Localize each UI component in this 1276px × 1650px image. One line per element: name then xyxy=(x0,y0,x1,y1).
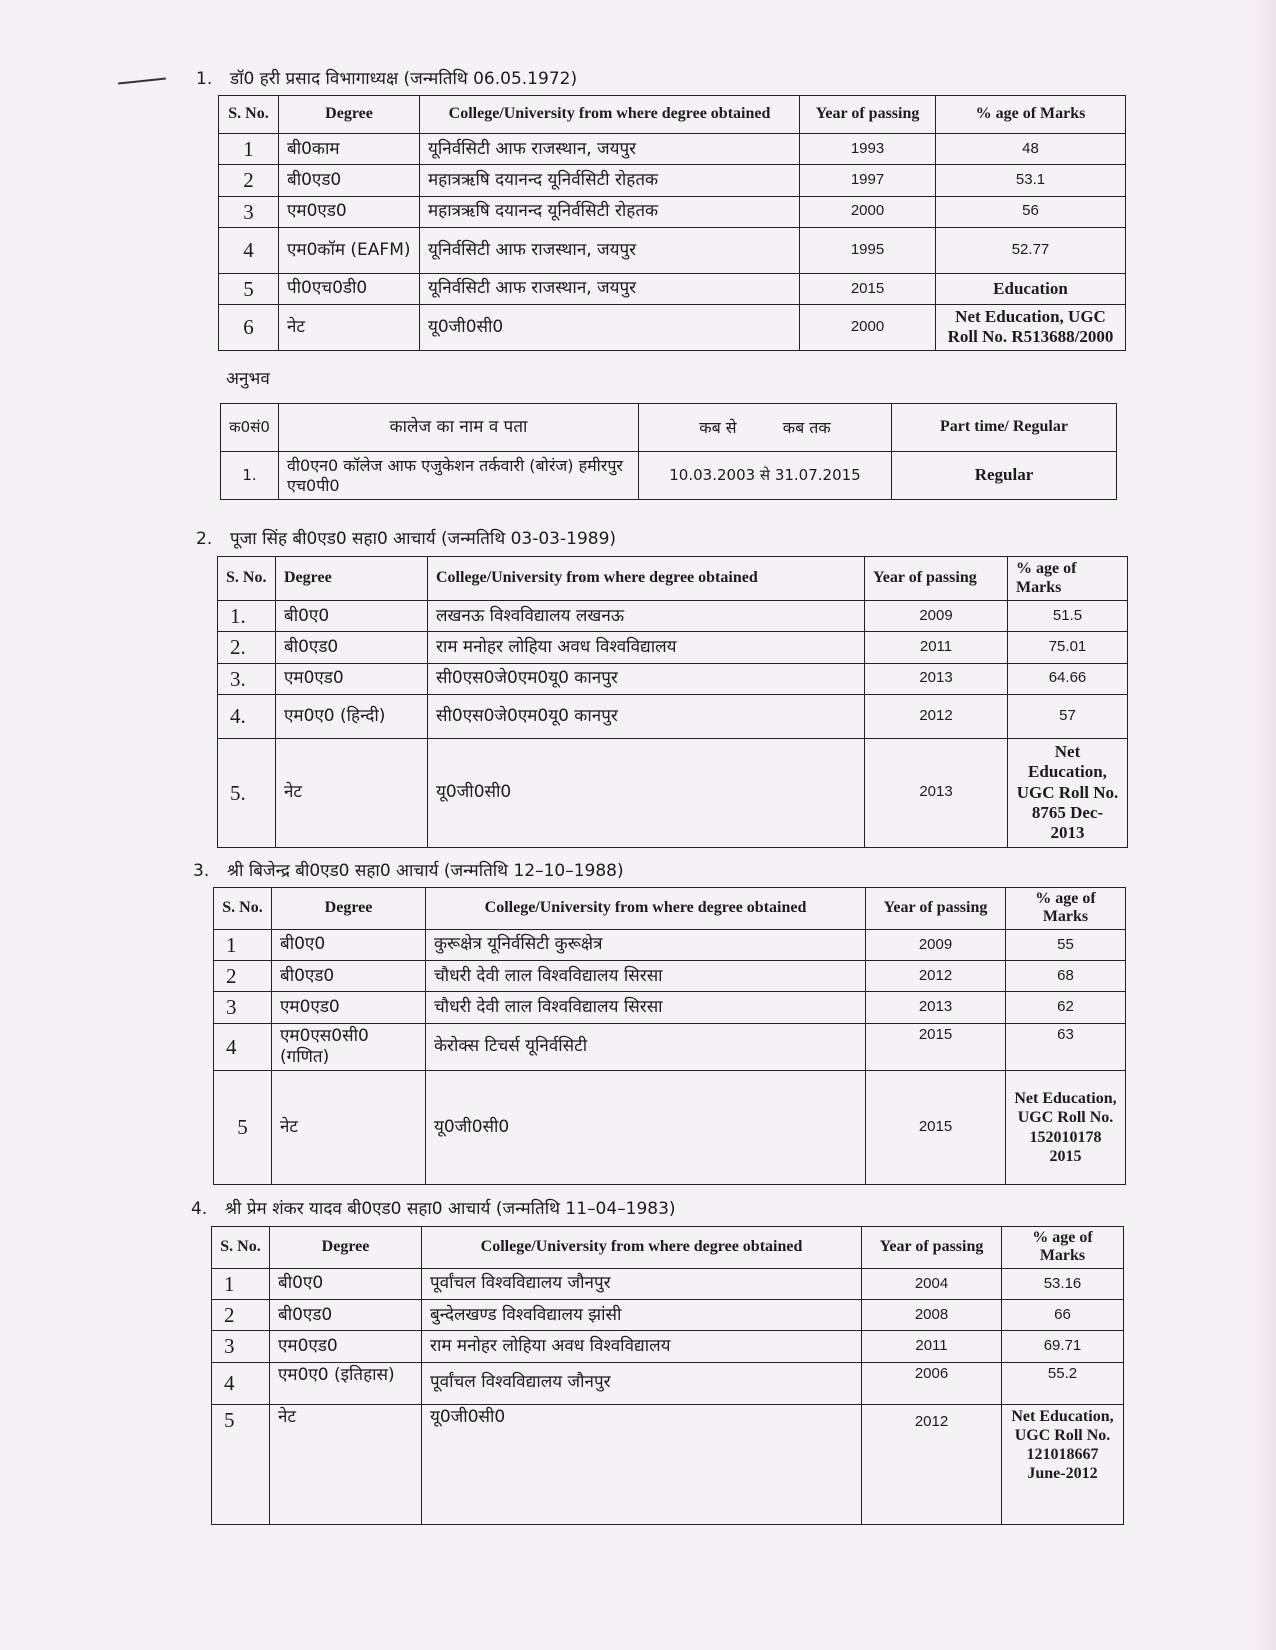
cell-sno: 5 xyxy=(214,1071,272,1185)
table-row xyxy=(212,1362,1124,1404)
table-row xyxy=(219,273,1126,304)
header-college: College/University from where degree obtained xyxy=(422,1227,862,1269)
cell-college: यू0जी0सी0 xyxy=(420,305,800,351)
cell-degree: बी0एड0 xyxy=(276,632,428,663)
cell-college: सी0एस0जे0एम0यू0 कानपुर xyxy=(428,694,865,738)
cell-marks: Net Education, UGC Roll No. R513688/2000 xyxy=(936,305,1126,351)
cell-marks: 64.66 xyxy=(1008,663,1128,694)
cell-sno: 2 xyxy=(219,165,279,196)
experience-header-row xyxy=(221,404,1117,452)
cell-year: 2011 xyxy=(862,1331,1002,1362)
cell-sno: 2 xyxy=(214,961,272,992)
header-sno: S. No. xyxy=(214,888,272,930)
table-row xyxy=(212,1300,1124,1331)
table-row xyxy=(214,929,1126,960)
cell-degree: बी0एड0 xyxy=(272,961,426,992)
exp-cell-sno: 1. xyxy=(221,452,279,500)
section-1-heading: 1. डॉ0 हरी प्रसाद विभागाध्यक्ष (जन्मतिथि 06.05.1972) xyxy=(196,69,578,89)
cell-sno: 1 xyxy=(212,1268,270,1299)
cell-sno: 3 xyxy=(219,196,279,227)
exp-header-type: Part time/ Regular xyxy=(892,404,1117,452)
exp-header-college: कालेज का नाम व पता xyxy=(279,404,639,452)
table-row xyxy=(218,738,1128,847)
cell-college: पूर्वांचल विश्वविद्यालय जौनपुर xyxy=(422,1268,862,1299)
cell-year: 1995 xyxy=(800,227,936,273)
experience-title: अनुभव xyxy=(226,369,270,389)
table-row xyxy=(212,1404,1124,1524)
cell-year: 2015 xyxy=(866,1071,1006,1185)
cell-sno: 4 xyxy=(214,1023,272,1071)
cell-year: 2000 xyxy=(800,196,936,227)
cell-marks: 56 xyxy=(936,196,1126,227)
header-year: Year of passing xyxy=(862,1227,1002,1269)
cell-year: 2000 xyxy=(800,305,936,351)
cell-degree: बी0काम xyxy=(279,134,420,165)
cell-year: 2004 xyxy=(862,1268,1002,1299)
section-1-title: डॉ0 हरी प्रसाद विभागाध्यक्ष (जन्मतिथि 06.05.1972) xyxy=(230,69,578,89)
header-college: College/University from where degree obtained xyxy=(428,557,865,601)
section-4-heading: 4. श्री प्रेम शंकर यादव बी0एड0 सहा0 आचार्य (जन्मतिथि 11–04–1983) xyxy=(191,1199,676,1219)
pen-mark xyxy=(118,77,166,84)
table-row xyxy=(219,165,1126,196)
cell-marks: 48 xyxy=(936,134,1126,165)
cell-year: 2012 xyxy=(865,694,1008,738)
cell-college: महात्रऋषि दयानन्द यूनिर्वसिटी रोहतक xyxy=(420,196,800,227)
cell-sno: 4. xyxy=(218,694,276,738)
scan-edge-shadow xyxy=(1254,0,1276,1650)
cell-degree: एम0कॉम (EAFM) xyxy=(279,227,420,273)
table-row xyxy=(214,992,1126,1023)
table-header-row xyxy=(214,888,1126,930)
cell-year: 2015 xyxy=(800,273,936,304)
cell-year: 2006 xyxy=(862,1362,1002,1404)
cell-degree: एम0ए0 (हिन्दी) xyxy=(276,694,428,738)
cell-degree: बी0एड0 xyxy=(279,165,420,196)
table-row xyxy=(219,227,1126,273)
table-row xyxy=(212,1331,1124,1362)
cell-year: 1993 xyxy=(800,134,936,165)
cell-year: 2009 xyxy=(865,601,1008,632)
exp-header-sno: क0सं0 xyxy=(221,404,279,452)
cell-sno: 5. xyxy=(218,738,276,847)
cell-college: महात्रऋषि दयानन्द यूनिर्वसिटी रोहतक xyxy=(420,165,800,196)
cell-marks: 53.1 xyxy=(936,165,1126,196)
table-header-row xyxy=(219,96,1126,134)
cell-sno: 6 xyxy=(219,305,279,351)
header-marks: % age of Marks xyxy=(1008,557,1128,601)
cell-degree: एम0ए0 (इतिहास) xyxy=(270,1362,422,1404)
cell-degree: बी0ए0 xyxy=(276,601,428,632)
cell-year: 2015 xyxy=(866,1023,1006,1071)
table-row xyxy=(218,601,1128,632)
cell-sno: 5 xyxy=(219,273,279,304)
cell-marks: Education xyxy=(936,273,1126,304)
cell-degree: पी0एच0डी0 xyxy=(279,273,420,304)
cell-sno: 3. xyxy=(218,663,276,694)
exp-cell-type: Regular xyxy=(892,452,1117,500)
header-sno: S. No. xyxy=(218,557,276,601)
header-college: College/University from where degree obtained xyxy=(426,888,866,930)
cell-marks: 62 xyxy=(1006,992,1126,1023)
header-degree: Degree xyxy=(270,1227,422,1269)
cell-year: 2012 xyxy=(862,1404,1002,1524)
cell-college: चौधरी देवी लाल विश्वविद्यालय सिरसा xyxy=(426,992,866,1023)
cell-sno: 1 xyxy=(219,134,279,165)
cell-year: 2009 xyxy=(866,929,1006,960)
cell-sno: 5 xyxy=(212,1404,270,1524)
cell-college: राम मनोहर लोहिया अवध विश्वविद्यालय xyxy=(422,1331,862,1362)
header-year: Year of passing xyxy=(800,96,936,134)
section-3-table xyxy=(213,887,1126,1185)
table-header-row xyxy=(218,557,1128,601)
cell-year: 2013 xyxy=(866,992,1006,1023)
cell-sno: 3 xyxy=(212,1331,270,1362)
experience-row xyxy=(221,452,1117,500)
section-1-table xyxy=(218,95,1126,351)
table-row xyxy=(218,663,1128,694)
table-row xyxy=(219,305,1126,351)
cell-sno: 1. xyxy=(218,601,276,632)
cell-year: 2008 xyxy=(862,1300,1002,1331)
header-year: Year of passing xyxy=(865,557,1008,601)
header-sno: S. No. xyxy=(212,1227,270,1269)
cell-marks: Net Education, UGC Roll No. 152010178 2015 xyxy=(1006,1071,1126,1185)
cell-marks: 75.01 xyxy=(1008,632,1128,663)
section-2-table xyxy=(217,556,1128,848)
cell-marks: 66 xyxy=(1002,1300,1124,1331)
cell-year: 2013 xyxy=(865,663,1008,694)
table-row xyxy=(218,694,1128,738)
cell-college: सी0एस0जे0एम0यू0 कानपुर xyxy=(428,663,865,694)
cell-degree: नेट xyxy=(276,738,428,847)
cell-sno: 1 xyxy=(214,929,272,960)
cell-year: 1997 xyxy=(800,165,936,196)
cell-college: यूनिर्वसिटी आफ राजस्थान, जयपुर xyxy=(420,227,800,273)
header-degree: Degree xyxy=(272,888,426,930)
table-row xyxy=(214,961,1126,992)
exp-cell-college: वी0एन0 कॉलेज आफ एजुकेशन तर्कवारी (बोरंज) हमीरपुर एच0पी0 xyxy=(279,452,639,500)
table-row xyxy=(218,632,1128,663)
cell-degree: एम0एस0सी0 (गणित) xyxy=(272,1023,426,1071)
header-sno: S. No. xyxy=(219,96,279,134)
header-marks: % age of Marks xyxy=(1002,1227,1124,1269)
cell-degree: एम0एड0 xyxy=(270,1331,422,1362)
cell-marks: 69.71 xyxy=(1002,1331,1124,1362)
section-2-heading: 2. पूजा सिंह बी0एड0 सहा0 आचार्य (जन्मतिथि 03-03-1989) xyxy=(196,529,617,549)
header-marks: % age of Marks xyxy=(936,96,1126,134)
cell-college: यू0जी0सी0 xyxy=(422,1404,862,1524)
section-4-title: श्री प्रेम शंकर यादव बी0एड0 सहा0 आचार्य (जन्मतिथि 11–04–1983) xyxy=(225,1199,676,1219)
cell-degree: नेट xyxy=(270,1404,422,1524)
table-row xyxy=(219,196,1126,227)
cell-marks: 68 xyxy=(1006,961,1126,992)
cell-sno: 2. xyxy=(218,632,276,663)
cell-sno: 2 xyxy=(212,1300,270,1331)
cell-college: यू0जी0सी0 xyxy=(426,1071,866,1185)
table-row xyxy=(219,134,1126,165)
cell-marks: 57 xyxy=(1008,694,1128,738)
cell-marks: 63 xyxy=(1006,1023,1126,1071)
cell-degree: बी0ए0 xyxy=(270,1268,422,1299)
header-degree: Degree xyxy=(276,557,428,601)
exp-header-period xyxy=(639,404,892,452)
cell-degree: बी0ए0 xyxy=(272,929,426,960)
cell-college: लखनऊ विश्वविद्यालय लखनऊ xyxy=(428,601,865,632)
cell-sno: 3 xyxy=(214,992,272,1023)
cell-sno: 4 xyxy=(219,227,279,273)
cell-marks: Net Education, UGC Roll No. 8765 Dec-2013 xyxy=(1008,738,1128,847)
cell-year: 2012 xyxy=(866,961,1006,992)
header-college: College/University from where degree obtained xyxy=(420,96,800,134)
cell-college: पूर्वांचल विश्वविद्यालय जौनपुर xyxy=(422,1362,862,1404)
cell-degree: नेट xyxy=(279,305,420,351)
exp-header-from: कब से xyxy=(699,417,737,437)
cell-year: 2013 xyxy=(865,738,1008,847)
cell-marks: 53.16 xyxy=(1002,1268,1124,1299)
table-row xyxy=(212,1268,1124,1299)
experience-table xyxy=(220,403,1117,500)
cell-college: राम मनोहर लोहिया अवध विश्वविद्यालय xyxy=(428,632,865,663)
section-4-table xyxy=(211,1226,1124,1525)
cell-marks: 55.2 xyxy=(1002,1362,1124,1404)
cell-degree: एम0एड0 xyxy=(272,992,426,1023)
cell-degree: एम0एड0 xyxy=(276,663,428,694)
cell-degree: बी0एड0 xyxy=(270,1300,422,1331)
section-3-title: श्री बिजेन्द्र बी0एड0 सहा0 आचार्य (जन्मतिथि 12–10–1988) xyxy=(227,861,624,881)
cell-college: यूनिर्वसिटी आफ राजस्थान, जयपुर xyxy=(420,273,800,304)
cell-college: कुरूक्षेत्र यूनिर्वसिटी कुरूक्षेत्र xyxy=(426,929,866,960)
cell-college: चौधरी देवी लाल विश्वविद्यालय सिरसा xyxy=(426,961,866,992)
cell-marks: 55 xyxy=(1006,929,1126,960)
cell-marks: Net Education, UGC Roll No. 121018667 June-2012 xyxy=(1002,1404,1124,1524)
table-row xyxy=(214,1023,1126,1071)
cell-degree: एम0एड0 xyxy=(279,196,420,227)
cell-year: 2011 xyxy=(865,632,1008,663)
cell-sno: 4 xyxy=(212,1362,270,1404)
cell-college: केरोक्स टिचर्स यूनिर्वसिटी xyxy=(426,1023,866,1071)
cell-marks: 52.77 xyxy=(936,227,1126,273)
header-marks: % age of Marks xyxy=(1006,888,1126,930)
cell-college: बुन्देलखण्ड विश्वविद्यालय झांसी xyxy=(422,1300,862,1331)
table-header-row xyxy=(212,1227,1124,1269)
cell-college: यू0जी0सी0 xyxy=(428,738,865,847)
header-year: Year of passing xyxy=(866,888,1006,930)
cell-college: यूनिर्वसिटी आफ राजस्थान, जयपुर xyxy=(420,134,800,165)
table-row xyxy=(214,1071,1126,1185)
header-degree: Degree xyxy=(279,96,420,134)
exp-header-to: कब तक xyxy=(782,417,831,437)
cell-marks: 51.5 xyxy=(1008,601,1128,632)
cell-degree: नेट xyxy=(272,1071,426,1185)
section-3-heading: 3. श्री बिजेन्द्र बी0एड0 सहा0 आचार्य (जन्मतिथि 12–10–1988) xyxy=(193,861,624,881)
section-2-title: पूजा सिंह बी0एड0 सहा0 आचार्य (जन्मतिथि 03-03-1989) xyxy=(230,529,617,549)
exp-cell-period: 10.03.2003 से 31.07.2015 xyxy=(639,452,892,500)
